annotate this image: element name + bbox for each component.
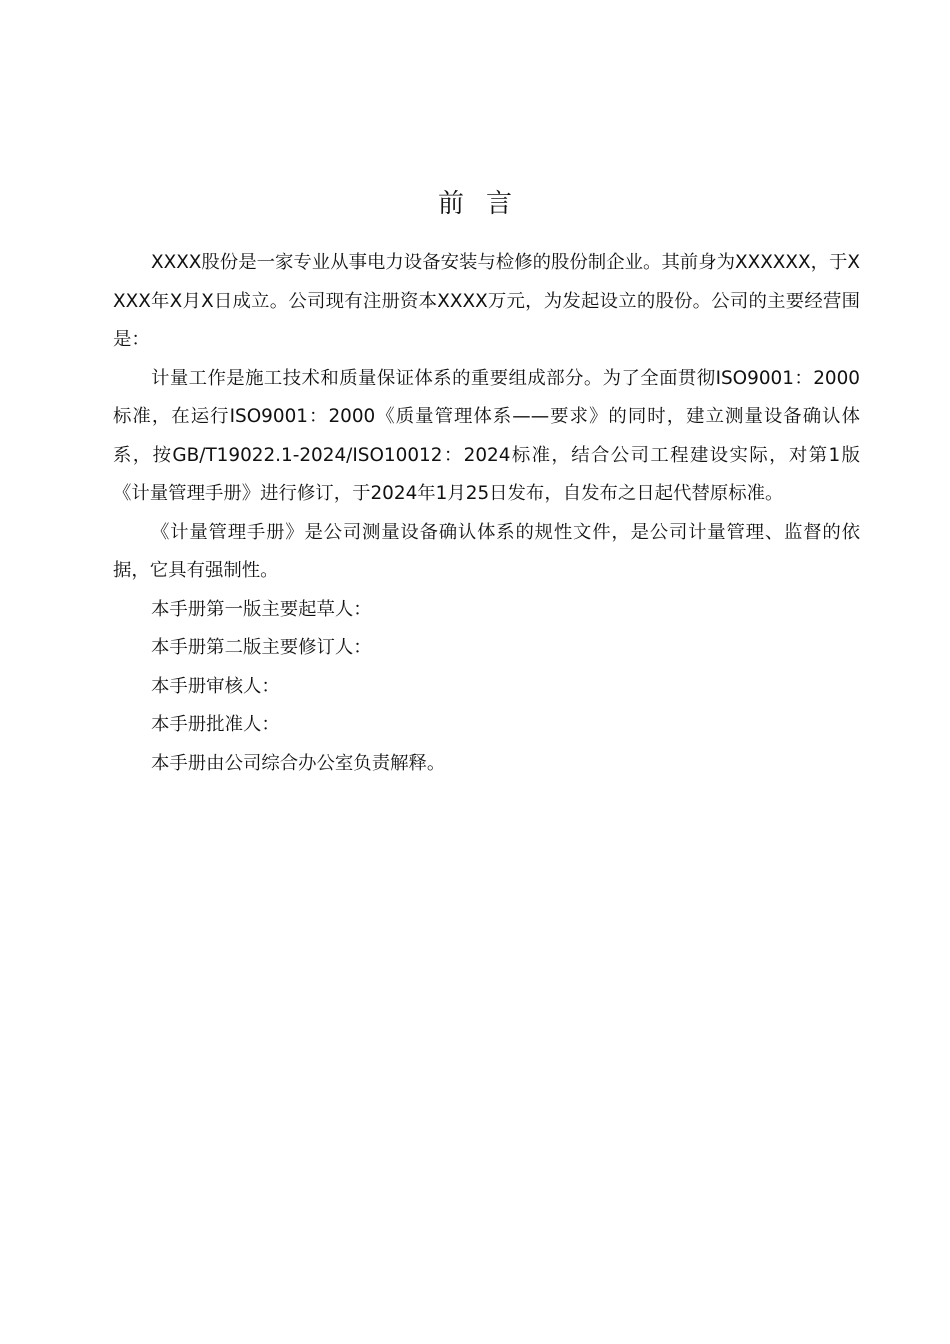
paragraph-company-intro: XXXX股份是一家专业从事电力设备安装与检修的股份制企业。其前身为XXXXXX，于XXXX年X月X日成立。公司现有注册资本XXXX万元，为发起设立的股份。公司的主要经营围是： — [113, 252, 860, 350]
paragraph-first-edition-drafter: 本手册第一版主要起草人： — [151, 598, 372, 620]
paragraph-manual-authority: 《计量管理手册》是公司测量设备确认体系的规性文件，是公司计量管理、监督的依据，它具有强制性。 — [113, 521, 860, 581]
paragraph-reviewer: 本手册审核人： — [151, 675, 280, 697]
page-title: 前言 — [437, 189, 534, 219]
paragraph-approver: 本手册批准人： — [151, 714, 280, 735]
paragraph-interpretation: 本手册由公司综合办公室负责解释。 — [151, 752, 446, 774]
paragraph-second-edition-reviser: 本手册第二版主要修订人： — [151, 637, 372, 658]
document-body — [113, 244, 860, 783]
paragraph-metrology-purpose: 计量工作是施工技术和质量保证体系的重要组成部分。为了全面贯彻ISO9001：2000标准，在运行ISO9001：2000《质量管理体系——要求》的同时，建立测量设备确认体系，按GB/T19022.1-2024/ISO10012：2024标准，结合公司工程建设实际，对第1版《计量管理手册》进行修订，于2024年1月25日发布，自发布之日起代替原标准。 — [113, 367, 860, 504]
